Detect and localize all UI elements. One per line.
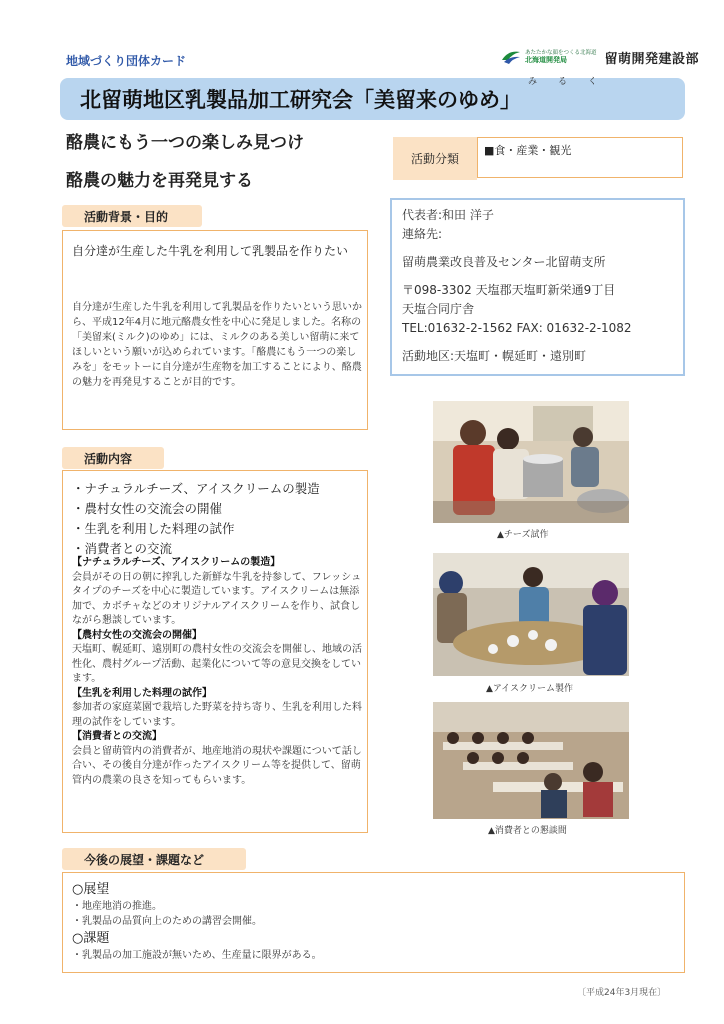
- issues-heading: ○課題: [72, 931, 110, 946]
- background-headline: 自分達が生産した牛乳を利用して乳製品を作りたい: [72, 244, 349, 258]
- activity-area: 活動地区:天塩町・幌延町・遠別町: [402, 349, 587, 363]
- contact-building: 天塩合同庁舎: [402, 302, 475, 316]
- list-item: ・生乳を利用した料理の試作: [72, 521, 235, 536]
- logo: [500, 46, 699, 68]
- list-item: ・農村女性の交流会の開催: [72, 501, 223, 516]
- section-tab-future: 今後の展望・課題など: [62, 848, 246, 870]
- detail-text: 会員がその日の朝に搾乳した新鮮な牛乳を持参して、フレッシュタイプのチーズを中心に製造しています。アイスクリームは無添加で、カボチャなどのオリジナルアイスクリームを作り、試食しながら懇談しています。: [72, 571, 362, 626]
- detail-text: 参加者の家庭菜園で栽培した野菜を持ち寄り、生乳を利用した料理の試作をしています。: [72, 702, 362, 728]
- title-ruby-1: み: [528, 77, 538, 87]
- section-tab-activities: 活動内容: [62, 447, 164, 469]
- photo-caption: ▲消費者との懇談間: [488, 826, 567, 836]
- list-item: ・消費者との交流: [72, 541, 173, 556]
- detail-heading: 【農村女性の交流会の開催】: [72, 629, 202, 641]
- photo-caption: ▲チーズ試作: [497, 530, 549, 540]
- contact-org: 留萌農業改良普及センター北留萌支所: [402, 255, 606, 269]
- section-tab-background: 活動背景・目的: [62, 205, 202, 227]
- title-ruby-3: く: [588, 77, 598, 87]
- card-label: 地域づくり団体カード: [66, 54, 187, 68]
- list-item: ・地産地消の推進。: [72, 901, 162, 912]
- list-item: ・乳製品の加工施設が無いため、生産量に限界がある。: [72, 950, 322, 961]
- category-label: 活動分類: [393, 137, 477, 180]
- page-title-text: 北留萌地区乳製品加工研究会「美留来のゆめ」: [80, 87, 521, 112]
- contact-address: 〒098-3302 天塩郡天塩町新栄通9丁目: [402, 283, 616, 297]
- photo-ice-cream-making: [433, 553, 629, 676]
- list-item: ・ナチュラルチーズ、アイスクリームの製造: [72, 481, 320, 496]
- detail-heading: 【生乳を利用した料理の試作】: [72, 687, 212, 699]
- subtitle-2: 酪農の魅力を再発見する: [66, 171, 253, 191]
- activity-details: [72, 556, 364, 788]
- list-item: ・乳製品の品質向上のための講習会開催。: [72, 916, 262, 927]
- detail-heading: 【消費者との交流】: [72, 731, 162, 742]
- detail-heading: 【ナチュラルチーズ、アイスクリームの製造】: [72, 557, 281, 568]
- as-of-date: 〔平成24年3月現在〕: [577, 988, 667, 998]
- representative: 代表者:和田 洋子: [402, 208, 494, 222]
- category-value: ■食・産業・観光: [477, 137, 683, 178]
- detail-text: 天塩町、幌延町、遠別町の農村女性の交流会を開催し、地域の活性化、農村グループ活動、起業化について等の意見交換をしています。: [72, 644, 362, 684]
- title-ruby-2: る: [558, 77, 568, 87]
- subtitle-1: 酪農にもう一つの楽しみ見つけ: [66, 133, 304, 153]
- background-body: 自分達が生産した牛乳を利用して乳製品を作りたいという思いから、平成12年4月に地元酪農女性を中心に発足しました。名称の「美留来(ミルク)のゆめ」には、ミルクのある美しい留萌に来てほしいという願いが込められています。「酪農にもう一つの楽しみを」をモットーに自分達が生産物を加工することにより、酪農の魅力を再発見することが目的です。: [72, 302, 362, 388]
- photo-caption: ▲アイスクリーム製作: [486, 684, 574, 694]
- photo-cheese-making: [433, 401, 629, 523]
- activity-bullets: [72, 479, 320, 559]
- contact-phone: TEL:01632-2-1562 FAX: 01632-2-1082: [402, 321, 632, 335]
- photo-consumer-meeting: [433, 702, 629, 819]
- detail-text: 会員と留萌管内の消費者が、地産地消の現状や課題について話し合い、その後自分達が作ったアイスクリーム等を提供して、留萌管内の農業の良さを知ってもらいます。: [72, 745, 362, 786]
- logo-text-small: あたたかな顔をつくる北海道 北海道開発局: [525, 50, 597, 64]
- future-content: [72, 880, 672, 963]
- contact-box: [390, 198, 685, 376]
- hokkaido-logo-icon: [500, 48, 522, 66]
- logo-text-big: 留萌開発建設部: [604, 51, 700, 67]
- outlook-heading: ○展望: [72, 882, 110, 897]
- contact-label: 連絡先:: [402, 227, 443, 241]
- page-title: [80, 77, 598, 114]
